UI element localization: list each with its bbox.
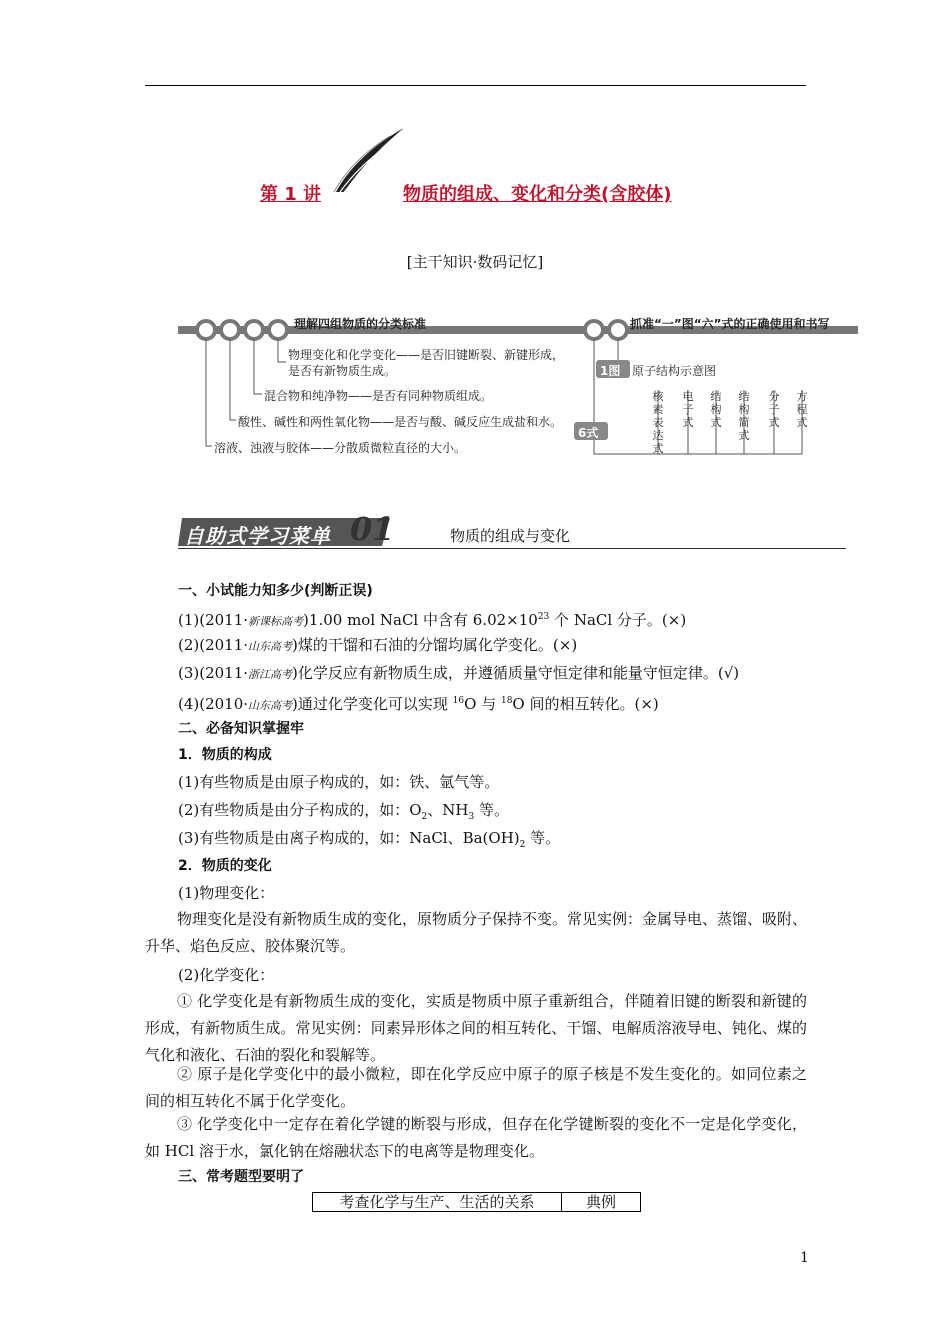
q-text: )煤的干馏和石油的分馏均属化学变化。(×): [292, 636, 578, 654]
mindmap-item: 是否有新物质生成。: [288, 364, 397, 378]
mindmap-item: 混合物和纯净物——是否有同种物质组成。: [264, 389, 493, 403]
badge-6: 6式: [578, 426, 599, 440]
q-text: )通过化学变化可以实现: [292, 695, 453, 713]
example-table: [312, 1192, 641, 1212]
question-1: [178, 606, 686, 633]
paragraph: ② 原子是化学变化中的最小微粒，即在化学反应中原子的原子核是不发生变化的。如同位素之间的相互转化不属于化学变化。: [145, 1065, 807, 1110]
mindmap-left-heading: 理解四组物质的分类标准: [294, 317, 427, 331]
q-text: (4)(2010·: [178, 695, 249, 713]
table-header: 典例: [562, 1193, 641, 1212]
q-text: 个 NaCl 分子。(×): [549, 611, 687, 629]
q-sup: 23: [537, 612, 550, 622]
sub: 3: [468, 812, 475, 822]
section-rule: [178, 548, 846, 549]
q-text: )1.00 mol NaCl 中含有 6.02×10: [303, 611, 538, 629]
q-text: O 与: [464, 695, 501, 713]
mindmap-item: 物理变化和化学变化——是否旧键断裂、新键形成，: [288, 348, 565, 362]
question-3: [178, 662, 739, 686]
mindmap-right-heading: 抓准“一”图“六”式的正确使用和书写: [630, 317, 830, 331]
lecture-heading: 物质的组成、变化和分类(含胶体): [403, 184, 672, 205]
subheading-2: 2．物质的变化: [178, 858, 272, 874]
form-label: 核素表达式: [652, 390, 664, 455]
q-text: (2)(2011·: [178, 636, 249, 654]
body-line: (1)物理变化：: [178, 884, 275, 902]
q-text: O 间的相互转化。(×): [512, 695, 659, 713]
q-source: 浙江高考: [248, 668, 293, 681]
question-2: [178, 634, 577, 658]
t: 、NH: [427, 801, 469, 819]
mind-map: [170, 310, 860, 470]
t: 等。: [474, 801, 510, 819]
heading-2: 二、必备知识掌握牢: [178, 721, 304, 737]
q-text: )化学反应有新物质生成，并遵循质量守恒定律和能量守恒定律。(√): [292, 664, 740, 682]
q-source: 山东高考: [248, 640, 293, 653]
heading-1: 一、小试能力知多少(判断正误): [178, 583, 373, 599]
mindmap-item: 酸性、碱性和两性氧化物——是否与酸、碱反应生成盐和水。: [238, 415, 563, 429]
table-header: 考查化学与生产、生活的关系: [313, 1193, 562, 1212]
badge-1: 1图: [600, 364, 621, 378]
section-title: 物质的组成与变化: [450, 527, 571, 545]
section-banner-label: 自助式学习菜单: [184, 524, 331, 548]
table-row: [313, 1193, 641, 1212]
heading-3: 三、常考题型要明了: [178, 1169, 304, 1185]
sub: 2: [421, 812, 428, 822]
form-label: 结构式: [710, 390, 722, 429]
subheading-1: 1．物质的构成: [178, 747, 272, 763]
body-line: (2)化学变化：: [178, 966, 275, 984]
section-banner-number: 01: [350, 510, 395, 548]
t: (2)有些物质是由分子构成的，如：O: [178, 801, 422, 819]
body-line: [178, 799, 509, 828]
form-label: 方程式: [796, 390, 808, 429]
form-label: 分子式: [768, 390, 780, 429]
q-text: (3)(2011·: [178, 664, 249, 682]
mindmap-item: 溶液、浊液与胶体——分散质微粒直径的大小。: [214, 441, 467, 455]
sub: 2: [519, 840, 526, 850]
paragraph: ③ 化学变化中一定存在着化学键的断裂与形成，但存在化学键断裂的变化不一定是化学变化，如 HCl 溶于水，氯化钠在熔融状态下的电离等是物理变化。: [145, 1115, 807, 1160]
q-sup: 16: [452, 696, 465, 706]
body-line: [178, 827, 560, 856]
lecture-title: [260, 180, 672, 206]
section-subtitle: [主干知识·数码记忆]: [406, 253, 544, 271]
q-sup: 18: [500, 696, 513, 706]
header-rule: [145, 85, 806, 86]
lecture-number: 第 1 讲: [260, 184, 322, 205]
badge-1-text: 原子结构示意图: [632, 364, 717, 378]
paragraph: 物理变化是没有新物质生成的变化，原物质分子保持不变。常见实例：金属导电、蒸馏、吸附、升华、焰色反应、胶体聚沉等。: [145, 910, 808, 955]
body-line: (1)有些物质是由原子构成的，如：铁、氩气等。: [178, 773, 500, 791]
q-source: 新课标高考: [248, 615, 304, 628]
question-4: [178, 690, 659, 717]
form-label: 电子式: [682, 390, 694, 429]
t: (3)有些物质是由离子构成的，如：NaCl、Ba(OH): [178, 829, 520, 847]
form-label: 结构简式: [738, 390, 750, 442]
paragraph: ① 化学变化是有新物质生成的变化，实质是物质中原子重新组合，伴随着旧键的断裂和新键的形成，有新物质生成。常见实例：同素异形体之间的相互转化、干馏、电解质溶液导电、钝化、煤的气化和液化、石油的裂化和裂解等。: [145, 992, 807, 1064]
q-source: 山东高考: [248, 699, 293, 712]
q-text: (1)(2011·: [178, 611, 249, 629]
t: 等。: [525, 829, 561, 847]
swoosh-decoration: [330, 126, 408, 196]
page-number: 1: [800, 1250, 809, 1266]
